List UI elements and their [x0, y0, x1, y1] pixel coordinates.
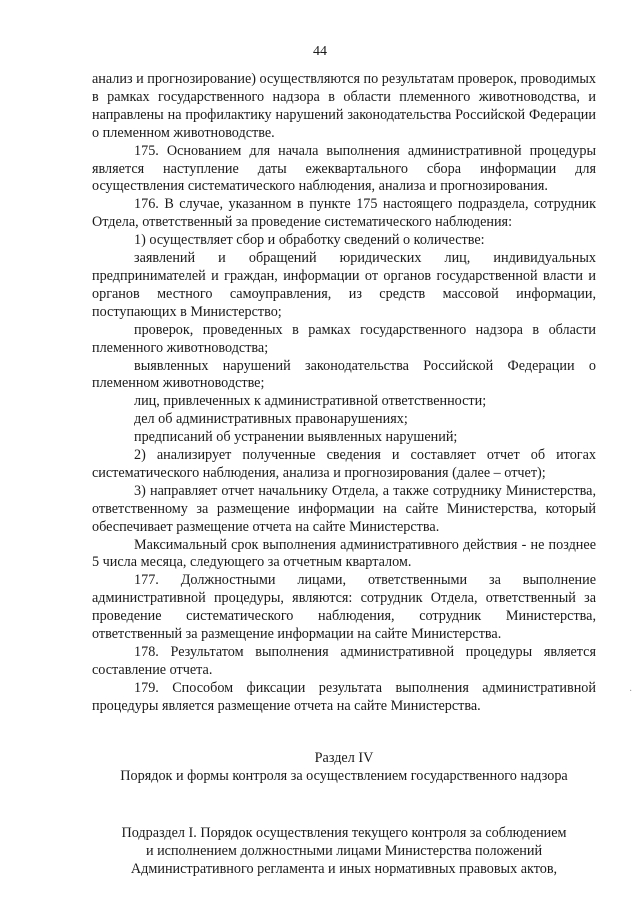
page-number: 44: [313, 44, 327, 59]
subsection-line-1: Подраздел I. Порядок осуществления текущего контроля за соблюдением: [121, 825, 567, 841]
list-subitem-persons: лиц, привлеченных к административной ответственности;: [134, 393, 487, 410]
list-subitem-orders: предписаний об устранении выявленных нарушений;: [134, 429, 458, 446]
list-subitem-inspections: проверок, проведенных в рамках государственного надзора в области племенного животноводства;: [92, 321, 596, 356]
list-subitem-applications: заявлений и обращений юридических лиц, индивидуальных предпринимателей и граждан, информации от органов государственной власти и органов местного самоуправления, из средств массовой информации, поступающих в Министерство;: [92, 250, 596, 320]
margin-scan-mark: ·: [629, 686, 633, 697]
section-heading: [92, 749, 596, 785]
section-title: Порядок и формы контроля за осуществлением государственного надзора: [120, 768, 568, 784]
body-text: [92, 71, 596, 716]
paragraph-175: 175. Основанием для начала выполнения административной процедуры является наступление даты ежеквартального сбора информации для осуществления систематического наблюдения, анализа и прогнозирования.: [92, 142, 596, 195]
list-item-2: 2) анализирует полученные сведения и составляет отчет об итогах систематического наблюдения, анализа и прогнозирования (далее – отчет);: [92, 447, 596, 481]
subsection-heading: [92, 824, 596, 878]
paragraph-177: 177. Должностными лицами, ответственными за выполнение административной процедуры, являются: сотрудник Отдела, ответственный за проведение систематического наблюдения, сотрудник Министерства, ответственный за размещение информации на сайте Министерства.: [92, 572, 596, 643]
list-subitem-violations: выявленных нарушений законодательства Российской Федерации о племенном животноводстве;: [92, 357, 596, 392]
paragraph-179: 179. Способом фиксации результата выполнения административной процедуры является размещение отчета на сайте Министерства.: [92, 679, 596, 714]
paragraph-176: 176. В случае, указанном в пункте 175 настоящего подраздела, сотрудник Отдела, ответственный за проведение систематического наблюдения:: [92, 196, 596, 231]
section-label: Раздел IV: [314, 750, 374, 766]
list-subitem-cases: дел об административных правонарушениях;: [134, 411, 408, 428]
paragraph-deadline: Максимальный срок выполнения административного действия - не позднее 5 числа месяца, следующего за отчетным кварталом.: [92, 536, 596, 571]
list-item-3: 3) направляет отчет начальнику Отдела, а также сотруднику Министерства, ответственному за размещение информации на сайте Министерства, который обеспечивает размещение отчета на сайте Министерства.: [92, 482, 596, 535]
paragraph-178: 178. Результатом выполнения административной процедуры является составление отчета.: [92, 644, 596, 678]
list-item-1: 1) осуществляет сбор и обработку сведений о количестве:: [134, 232, 485, 249]
paragraph-continuation: анализ и прогнозирование) осуществляются по результатам проверок, проводимых в рамках государственного надзора в области племенного животноводства, и направлены на профилактику нарушений законодательства Российской Федерации о племенном животноводстве.: [92, 71, 596, 141]
subsection-line-2: и исполнением должностными лицами Министерства положений: [145, 843, 543, 859]
subsection-line-3: Административного регламента и иных нормативных правовых актов,: [130, 861, 558, 877]
